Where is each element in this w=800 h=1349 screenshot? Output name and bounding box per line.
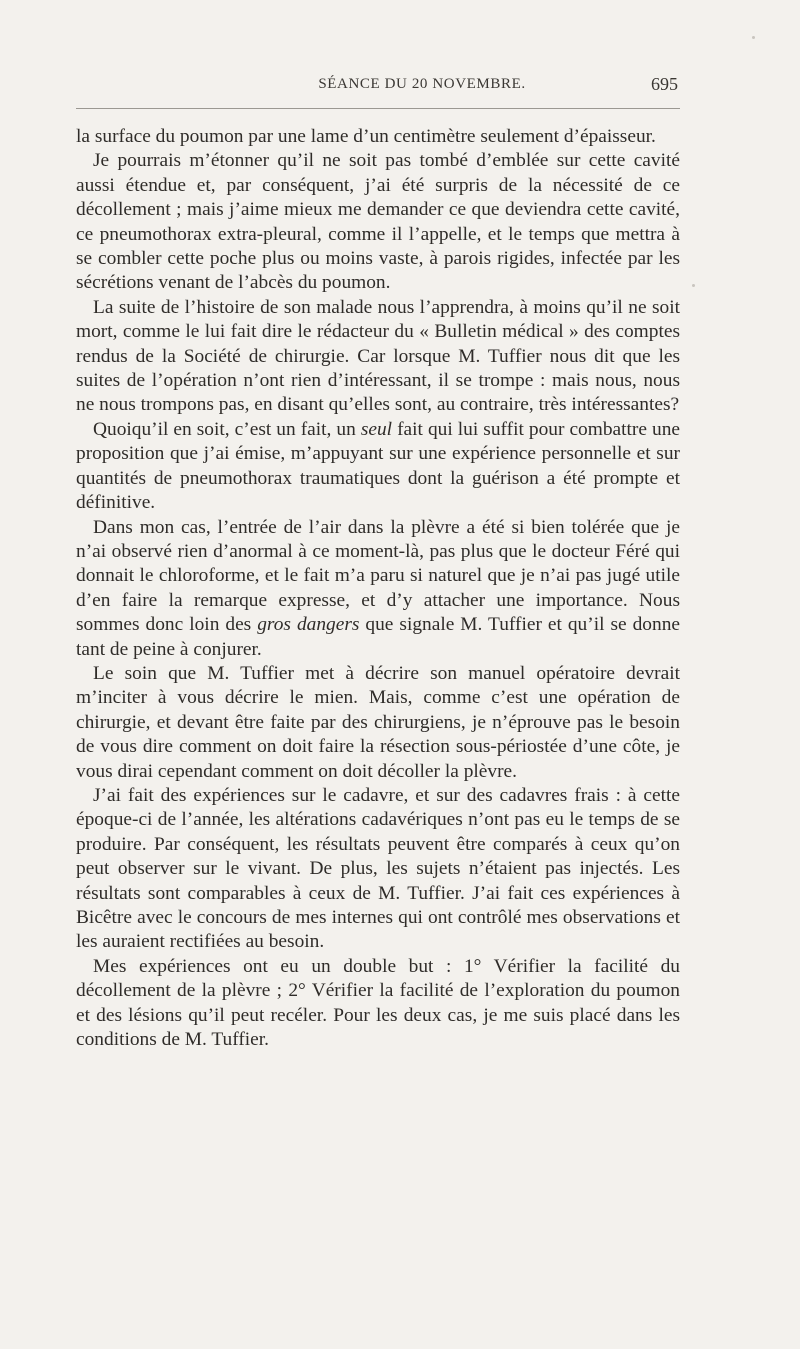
paragraph	[76, 418, 680, 516]
paragraph-text: Quoiqu’il en soit, c’est un fait, un	[93, 418, 361, 440]
body-text	[76, 125, 680, 1052]
running-head: SÉANCE DU 20 NOVEMBRE.	[318, 76, 526, 92]
paragraph: Mes expériences ont eu un double but : 1° Vérifier la facilité du décollement de la plèvre ; 2° Vérifier la facilité de l’exploration du poumon et des lésions qu’il peut recéler. Pour les deux cas, je me suis placé dans les conditions de M. Tuffier.	[76, 955, 680, 1051]
header-rule	[76, 108, 680, 109]
paragraph: La suite de l’histoire de son malade nous l’apprendra, à moins qu’il ne soit mort, comme le lui fait dire le rédacteur du « Bulletin médical » des comptes rendus de la Société de chirurgie. Car lorsque M. Tuffier nous dit que les suites de l’opération n’ont rien d’intéressant, il se trompe : mais nous, nous ne nous trompons pas, en disant qu’elles sont, au contraire, très intéressantes?	[76, 296, 680, 416]
paragraph	[76, 516, 680, 662]
italic-emphasis: gros dangers	[257, 614, 360, 636]
paragraph-text: Dans mon cas, l’entrée de l’air dans la plèvre a été si bien tolérée que je n’ai observé rien d’anormal à ce moment-là, pas plus que le docteur Féré qui donnait le chloroforme, et le fait m’a paru si naturel que je n’ai pas jugé utile d’en faire la remarque expresse, et d’y attacher une importance. Nous sommes donc loin des	[76, 516, 680, 636]
paper-speck	[752, 36, 755, 39]
paragraph: J’ai fait des expériences sur le cadavre, et sur des cadavres frais : à cette époque-ci de l’année, les altérations cadavériques n’ont pas eu le temps de se produire. Par conséquent, les résultats peuvent être comparés à ceux qu’on peut observer sur le vivant. De plus, les sujets n’étaient pas injectés. Les résultats sont comparables à ceux de M. Tuffier. J’ai fait ces expériences à Bicêtre avec le concours de mes internes qui ont contrôlé mes observations et les auraient rectifiées au besoin.	[76, 784, 680, 953]
paper-speck	[692, 284, 695, 287]
paragraph: Le soin que M. Tuffier met à décrire son manuel opératoire devrait m’inciter à vous décrire le mien. Mais, comme c’est une opération de chirurgie, et devant être faite par des chirurgiens, je n’éprouve pas le besoin de vous dire comment on doit faire la résection sous-périostée d’une côte, je vous dirai cependant comment on doit décoller la plèvre.	[76, 662, 680, 782]
paragraph-text: fait qui lui suffit pour combattre une proposition que j’ai émise, m’appuyant sur une expérience personnelle et sur quantités de pneumothorax traumatiques dont la guérison a été prompte et définitive.	[76, 418, 680, 514]
paragraph-text: que signale M. Tuffier et qu’il se donne tant de peine à conjurer.	[76, 614, 680, 660]
page-number: 695	[651, 74, 678, 94]
page-header	[76, 76, 680, 100]
paragraph: Je pourrais m’étonner qu’il ne soit pas tombé d’emblée sur cette cavité aussi étendue et, par conséquent, j’ai été surpris de la nécessité de ce décollement ; mais j’aime mieux me demander ce que deviendra cette cavité, ce pneumothorax extra-pleural, comme il l’appelle, et le temps que mettra à se combler cette poche plus ou moins vaste, à parois rigides, infectée par les sécrétions venant de l’abcès du poumon.	[76, 150, 680, 294]
paragraph-continuation: la surface du poumon par une lame d’un centimètre seulement d’épaisseur.	[76, 126, 656, 147]
italic-emphasis: seul	[360, 418, 393, 440]
